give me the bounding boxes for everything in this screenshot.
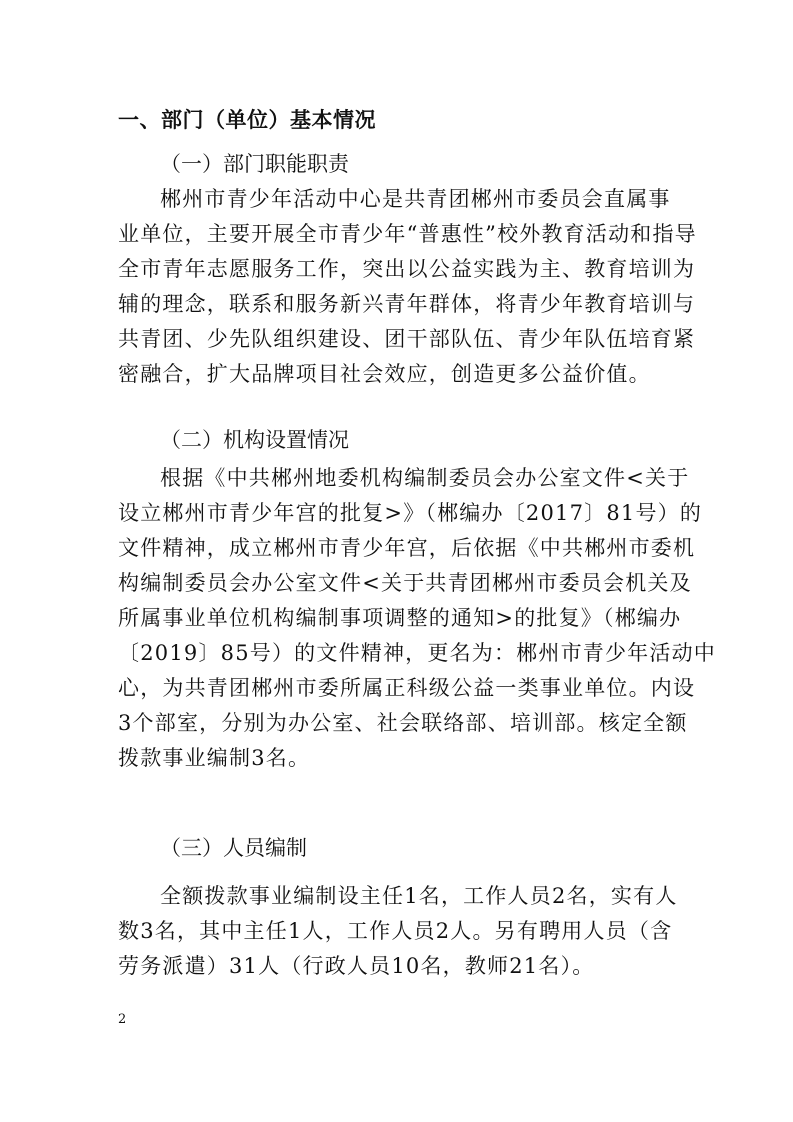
subsection-title-staffing: （三）人员编制 bbox=[160, 836, 307, 860]
paragraph-line: 劳务派遣）31人（行政人员10名，教师21名）。 bbox=[118, 954, 595, 978]
paragraph-line: 密融合，扩大品牌项目社会效应，创造更多公益价值。 bbox=[118, 362, 651, 386]
paragraph-line: 文件精神，成立郴州市青少年宫，后依据《中共郴州市委机 bbox=[118, 536, 696, 560]
paragraph-duties bbox=[118, 182, 697, 392]
section-heading: 一、部门（单位）基本情况 bbox=[118, 108, 376, 132]
paragraph-line: 设立郴州市青少年宫的批复>》（郴编办〔2017〕81号）的 bbox=[118, 501, 703, 525]
paragraph-line: 辅的理念，联系和服务新兴青年群体，将青少年教育培训与 bbox=[118, 292, 696, 316]
subsection-title-organization: （二）机构设置情况 bbox=[160, 428, 349, 452]
paragraph-line: 所属事业单位机构编制事项调整的通知>的批复》（郴编办 bbox=[118, 606, 682, 630]
paragraph-line: 全市青年志愿服务工作，突出以公益实践为主、教育培训为 bbox=[118, 257, 696, 281]
paragraph-line: 根据《中共郴州地委机构编制委员会办公室文件<关于 bbox=[160, 466, 690, 490]
page-number: 2 bbox=[118, 1012, 127, 1027]
paragraph-line: 全额拨款事业编制设主任1名，工作人员2名，实有人 bbox=[160, 884, 678, 908]
paragraph-line: 业单位，主要开展全市青少年“普惠性”校外教育活动和指导 bbox=[118, 222, 697, 246]
paragraph-line: 拨款事业编制3名。 bbox=[118, 746, 311, 770]
paragraph-organization bbox=[118, 461, 716, 776]
paragraph-line: 3个部室，分别为办公室、社会联络部、培训部。核定全额 bbox=[118, 711, 688, 735]
paragraph-line: 数3名，其中主任1人，工作人员2人。另有聘用人员（含 bbox=[118, 919, 673, 943]
paragraph-line: 郴州市青少年活动中心是共青团郴州市委员会直属事 bbox=[160, 187, 671, 211]
paragraph-line: 构编制委员会办公室文件<关于共青团郴州市委员会机关及 bbox=[118, 571, 692, 595]
paragraph-line: 心，为共青团郴州市委所属正科级公益一类事业单位。内设 bbox=[118, 676, 696, 700]
subsection-title-duties: （一）部门职能职责 bbox=[160, 152, 349, 176]
paragraph-staffing bbox=[118, 879, 678, 984]
paragraph-line: 〔2019〕85号）的文件精神，更名为：郴州市青少年活动中 bbox=[118, 641, 716, 665]
paragraph-line: 共青团、少先队组织建设、团干部队伍、青少年队伍培育紧 bbox=[118, 327, 696, 351]
